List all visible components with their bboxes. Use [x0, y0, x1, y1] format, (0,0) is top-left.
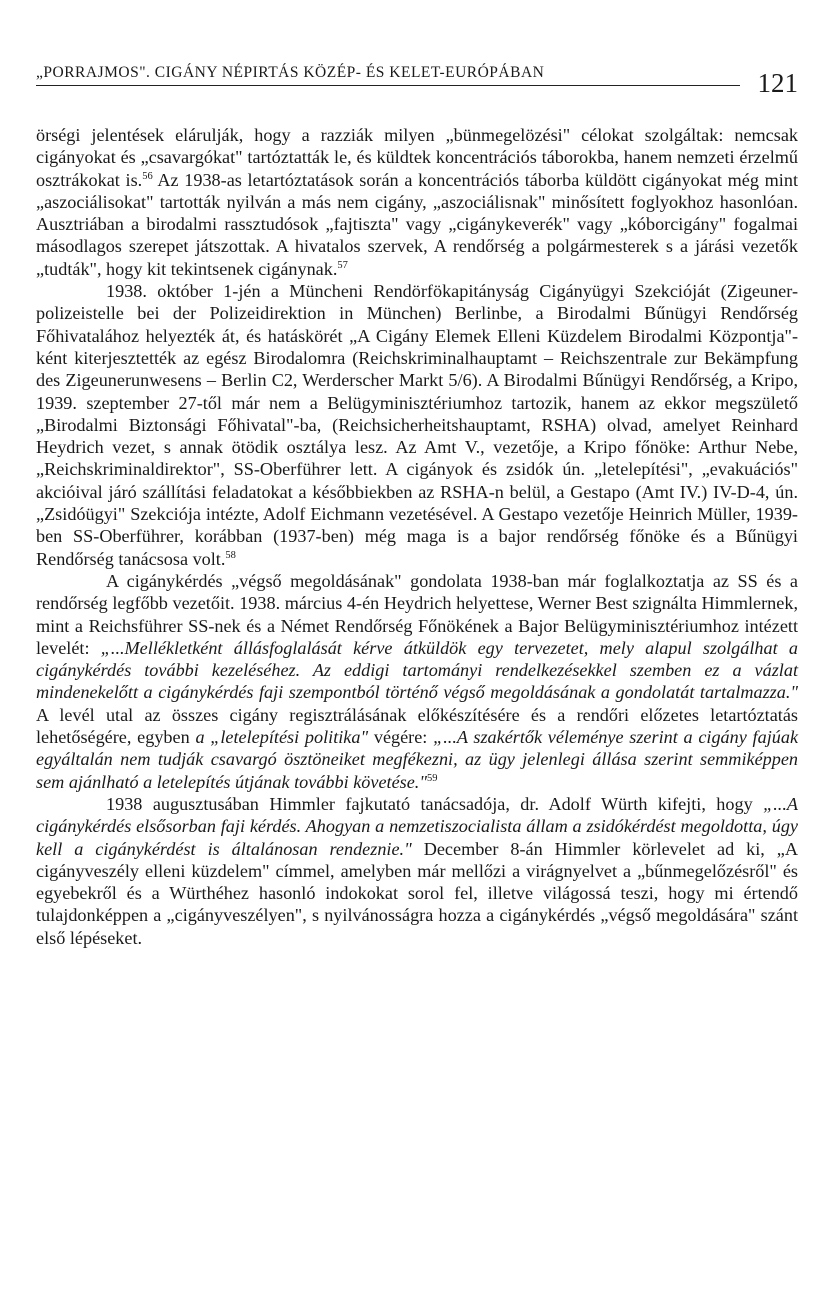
- paragraph-text: végére:: [368, 727, 434, 748]
- paragraph-text: A levél utal az összes cigány regisztrálásának előkészítésére és a rendőri előzetes letartóztatás lehetőségére, egyben: [36, 704, 798, 748]
- quote-italic: „...Mellékletként állásfoglalását kérve átküldök egy tervezetet, mely alapul szolgálhat a cigánykérdés további kezeléséhez. Az eddigi tartományi rendelkezésekkel szemben ez a vázlat mindenekelőtt a cigánykérdés faji szempontból történő végső megoldásának a gondolatát tartalmazza.": [36, 637, 798, 703]
- paragraph-text: 1938 augusztusában Himmler fajkutató tanácsadója, dr. Adolf Würth kifejti, hogy: [106, 793, 764, 814]
- running-title: „PORRAJMOS". CIGÁNY NÉPIRTÁS KÖZÉP- ÉS KELET-EURÓPÁBAN: [36, 64, 545, 81]
- paragraph-3: [36, 570, 798, 793]
- footnote-ref-59: 59: [427, 772, 438, 784]
- footnote-ref-57: 57: [337, 259, 348, 271]
- paragraph-text: örségi jelentések elárulják, hogy a razziák milyen „bünmegelözési" célokat szolgáltak: nemcsak cigányokat és „csavargókat" tartóztatták le, és küldtek koncentrációs táborokba, hanem nemzeti érzelmű osztrákokat is.: [36, 125, 798, 190]
- header-rule: [36, 85, 740, 86]
- footnote-ref-58: 58: [225, 549, 236, 561]
- paragraph-text: A cigánykérdés „végső megoldásának" gondolata 1938-ban már foglalkoztatja az SS és a rendőrség legfőbb vezetőit. 1938. március 4-én Heydrich helyettese, Werner Best szignálta Himmlernek, mint a Reichsführer SS-nek és a Német Rendőrség Főnökének a Bajor Belügyminisztériumhoz intézett levelét:: [36, 570, 798, 658]
- quote-italic: a „letelepítési politika": [195, 727, 369, 748]
- body-text: [36, 124, 798, 949]
- paragraph-text: Az 1938-as letartóztatások során a koncentrációs táborba küldött cigányokat még mint „aszociálisokat" tartották nyilván a más nem cigány, „aszociálisnak" minősített foglyokhoz hasonlóan. Ausztriában a birodalmi rassztudósok „fajtiszta" vagy „cigánykeverék" vagy „kóborcigány" fogalmai másodlagos szerepet játszottak. A hivatalos szervek, A rendőrség a polgármesterek s a járási vezetők „tudták", hogy kit tekintsenek cigánynak.: [36, 169, 798, 279]
- paragraph-text: December 8-án Himmler körlevelet ad ki, „A cigányveszély elleni küzdelem" címmel, amelyben már mellőzi a virágnyelvet a „bűnmegelőzésről" és egyebekről és a Würthéhez hasonló indokokat sorol fel, illetve világossá teszi, hogy mi értendő tulajdonképpen a „cigányveszélyen", s nyilvánosságra hozza a cigánykérdés „végső megoldására" szánt első lépéseket.: [36, 838, 798, 948]
- paragraph-4: [36, 793, 798, 949]
- paragraph-1: [36, 124, 798, 280]
- page-header: [36, 54, 798, 98]
- quote-italic: „...A szakértők véleménye szerint a cigány fajúak egyáltalán nem tudják csavargó ösztöneiket megfékezni, az ügy jelenlegi állása szerint semmiképpen sem ajánlható a letelepítés útjának további követése.": [36, 727, 799, 792]
- page-number: 121: [757, 68, 798, 98]
- paragraph-text: 1938. október 1-jén a Müncheni Rendörfökapitányság Cigányügyi Szekcióját (Zigeuner-polizeistelle bei der Polizeidirektion in München) Berlinbe, a Birodalmi Bűnügyi Rendőrség Főhivatalához helyezték át, és hatáskörét „A Cigány Elemek Elleni Küzdelem Birodalmi Központja"-ként kiterjesztették az egész Birodalomra (Reichskriminalhauptamt – Reichszentrale zur Bekämpfung des Zigeunerunwesens – Berlin C2, Werderscher Markt 5/6). A Birodalmi Bűnügyi Rendőrség, a Kripo, 1939. szeptember 27-től már nem a Belügyminisztériumhoz tartozik, hanem az ekkor megszülető „Birodalmi Biztonsági Főhivatal"-ba, (Reichsicherheitshauptamt, RSHA) olvad, amelyet Reinhard Heydrich vezet, s annak ötödik osztálya lesz. Az Amt V., vezetője, a Kripo főnöke: Arthur Nebe, „Reichskriminaldirektor", SS-Oberführer lett. A cigányok és zsidók ún. „letelepítési", „evakuációs" akcióival járó szállítási feladatokat a későbbiekben az RSHA-n belül, a Gestapo (Amt IV.) IV-D-4, ún. „Zsidóügyi" Szekciója intézte, Adolf Eichmann vezetésével. A Gestapo vezetője Heinrich Müller, 1939-ben SS-Oberführer, korábban (1937-ben) még maga is a bajor rendőrség főnöke és a Bűnügyi Rendőrség tanácsosa volt.: [36, 281, 798, 569]
- footnote-ref-56: 56: [142, 170, 153, 182]
- quote-italic: „...A cigánykérdés elsősorban faji kérdés. Ahogyan a nemzetiszocialista állam a zsidókérdést megoldotta, úgy kell a cigánykérdést is általánosan rendeznie.": [36, 793, 798, 859]
- paragraph-2: [36, 280, 798, 570]
